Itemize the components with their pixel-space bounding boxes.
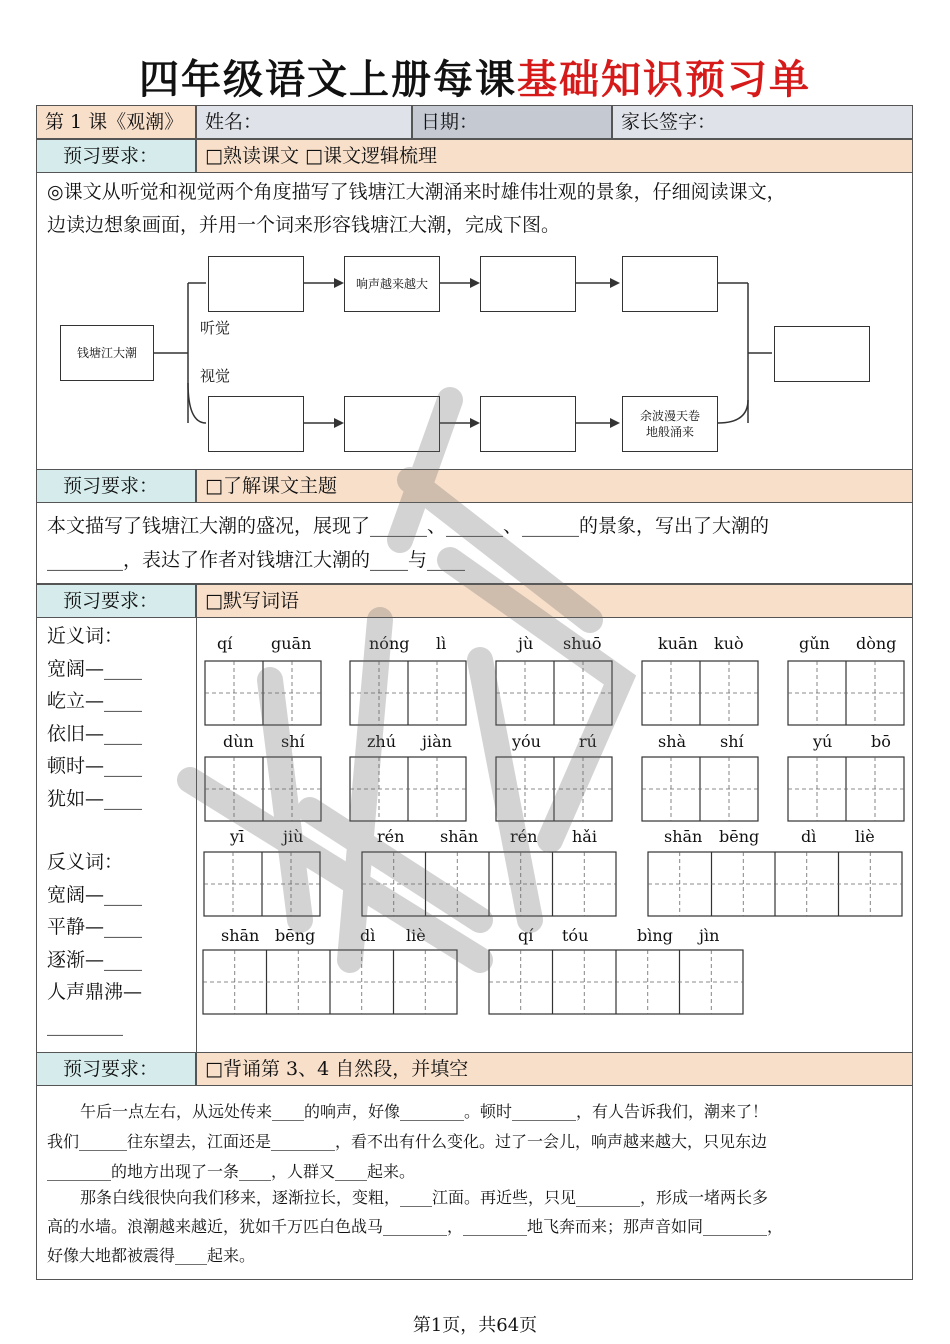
pinyin: shān — [440, 827, 479, 846]
synonym-item: 宽阔—____ — [47, 657, 143, 680]
pinyin: qí — [217, 634, 233, 653]
intro-line-1: ◎课文从听觉和视觉两个角度描写了钱塘江大潮涌来时雄伟壮观的景象，仔细阅读课文， — [47, 181, 786, 203]
theme-line-2: ________，表达了作者对钱塘江大潮的____与____ — [47, 549, 466, 571]
req-3: □默写词语 — [196, 584, 913, 618]
req-4: □背诵第 3、4 自然段，并填空 — [196, 1052, 913, 1086]
pinyin: bō — [871, 732, 891, 751]
antonym-item: 宽阔—____ — [47, 883, 143, 906]
pinyin: yī — [230, 827, 245, 846]
bottom-box-4: 余波漫天卷地般涌来 — [622, 396, 718, 452]
name-cell[interactable]: 姓名： — [196, 105, 412, 139]
pinyin: liè — [855, 827, 875, 846]
pinyin: shān — [221, 926, 260, 945]
pinyin: nóng — [369, 634, 410, 653]
req-label-2: 预习要求： — [36, 469, 196, 503]
lesson-cell: 第 1 课《观潮》 — [36, 105, 196, 139]
top-box-2: 响声越来越大 — [344, 256, 440, 312]
pinyin: yóu — [512, 732, 541, 751]
pinyin: liè — [406, 926, 426, 945]
pinyin: tóu — [562, 926, 589, 945]
pinyin: jìn — [699, 926, 720, 945]
pinyin: rú — [579, 732, 597, 751]
req-1: □熟读课文 □课文逻辑梳理 — [196, 139, 913, 173]
pinyin: bēng — [275, 926, 316, 945]
req-label-1: 预习要求： — [36, 139, 196, 173]
pinyin: shà — [658, 732, 687, 751]
synonym-item: 顿时—____ — [47, 755, 143, 777]
watermark-graphic — [150, 360, 650, 1040]
synonym-item: 屹立—____ — [47, 690, 143, 712]
req-label-3: 预习要求： — [36, 584, 196, 618]
date-cell[interactable]: 日期： — [412, 105, 612, 139]
parent-sign-cell[interactable]: 家长签字： — [612, 105, 913, 139]
pinyin: shuō — [563, 634, 602, 653]
pinyin: dòng — [856, 634, 897, 653]
recite-line-2: 我们______往东望去，江面还是________，看不出有什么变化。过了一会儿，响声越来越大，只见东边 — [47, 1132, 768, 1151]
pinyin: rén — [377, 827, 405, 846]
pinyin: zhú — [367, 732, 397, 751]
recite-line-4: 那条白线很快向我们移来，逐渐拉长，变粗，____江面。再近些，只见________，形成一堵两长多 — [80, 1188, 769, 1207]
pinyin: qí — [518, 926, 534, 945]
antonym-item: 人声鼎沸— — [47, 981, 143, 1003]
req-2: □了解课文主题 — [196, 469, 913, 503]
pinyin: jiàn — [422, 732, 452, 751]
recite-line-3: ________的地方出现了一条____，人群又____起来。 — [47, 1162, 416, 1181]
antonym-tail: ________ — [47, 1013, 123, 1036]
pinyin: shí — [720, 732, 744, 751]
pinyin: dùn — [223, 732, 254, 751]
sight-label: 视觉 — [200, 367, 231, 385]
recite-line-6: 好像大地都被震得____起来。 — [47, 1246, 256, 1265]
antonym-item: 逐渐—____ — [47, 948, 143, 971]
pinyin: hǎi — [572, 827, 597, 846]
antonym-item: 平静—____ — [47, 916, 143, 938]
title-red: 基础知识预习单 — [517, 56, 811, 103]
antonyms-title: 反义词： — [47, 851, 124, 873]
pinyin: shān — [664, 827, 703, 846]
pinyin: jiù — [283, 827, 304, 846]
synonym-item: 犹如—____ — [47, 787, 143, 810]
pinyin: dì — [360, 926, 376, 945]
pinyin: shí — [281, 732, 305, 751]
req-label-4: 预习要求： — [36, 1052, 196, 1086]
pinyin: dì — [801, 827, 817, 846]
theme-line-1: 本文描写了钱塘江大潮的盛况，展现了______、______、______的景象，写出了大潮的 — [47, 515, 770, 537]
intro-line-2: 边读边想象画面，并用一个词来形容钱塘江大潮，完成下图。 — [47, 214, 561, 236]
pinyin: bēng — [719, 827, 760, 846]
page-footer: 第1页，共64页 — [412, 1315, 538, 1336]
pinyin: yú — [813, 732, 833, 751]
synonyms-title: 近义词： — [47, 625, 124, 647]
recite-line-1: 午后一点左右，从远处传来____的响声，好像________。顿时________，有人告诉我们，潮来了！ — [80, 1102, 769, 1121]
recite-line-5: 高的水墙。浪潮越来越近，犹如千万匹白色战马________，________地飞奔而来；那声音如同________， — [47, 1217, 784, 1236]
pinyin: gǔn — [799, 634, 830, 653]
pinyin: bìng — [637, 926, 673, 945]
pinyin: kuān — [658, 634, 698, 653]
diagram-start-box: 钱塘江大潮 — [60, 325, 154, 381]
pinyin: rén — [510, 827, 538, 846]
pinyin: lì — [436, 634, 447, 653]
pinyin: guān — [271, 634, 312, 653]
pinyin: jù — [518, 634, 534, 653]
title-black: 四年级语文上册每课 — [139, 56, 517, 103]
hearing-label: 听觉 — [200, 319, 231, 337]
synonym-item: 依旧—____ — [47, 722, 143, 745]
pinyin: kuò — [714, 634, 744, 653]
